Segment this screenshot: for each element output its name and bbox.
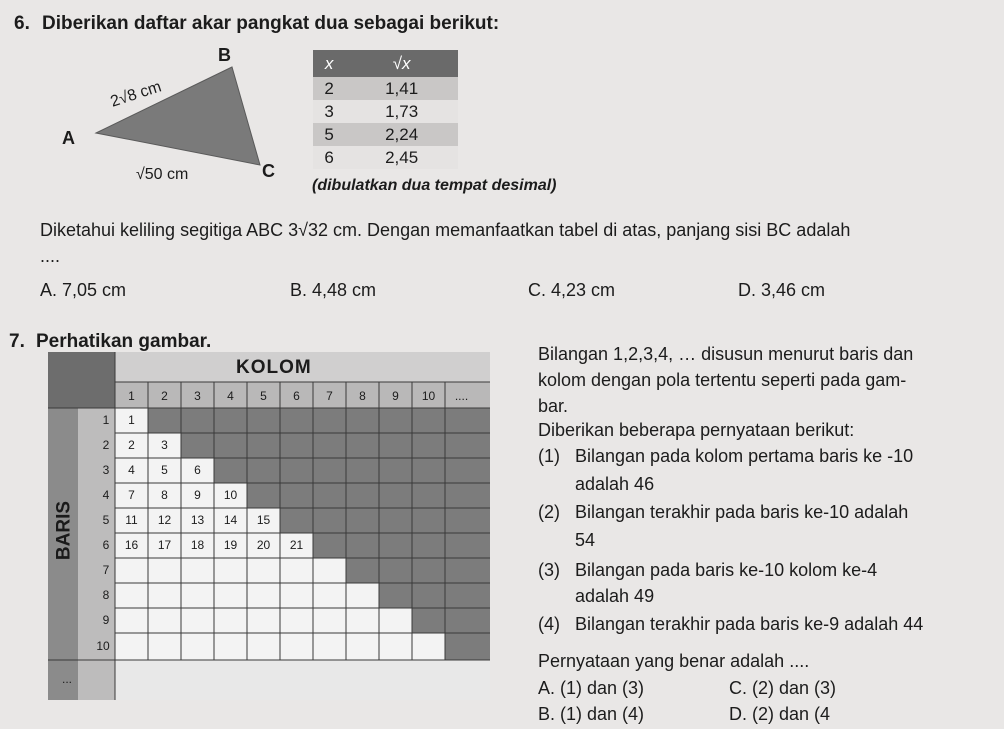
statement-2-line-2: 54 xyxy=(575,530,596,550)
grid-number: 15 xyxy=(256,513,271,527)
q7-desc-line-3: bar. xyxy=(538,396,569,416)
q7-option-d[interactable]: D. (2) dan (4 xyxy=(729,704,831,724)
row-header: 8 xyxy=(102,588,110,602)
vertex-a-label: A xyxy=(62,128,75,148)
table-note: (dibulatkan dua tempat desimal) xyxy=(312,177,557,194)
row-header: 6 xyxy=(102,538,110,552)
number-grid-figure xyxy=(48,352,490,700)
q7-conclusion: Pernyataan yang benar adalah .... xyxy=(538,651,810,671)
sqrt-table-header-sqrt: √x xyxy=(345,50,458,77)
col-header: 7 xyxy=(326,389,333,403)
statement-1-line-1: Bilangan pada kolom pertama baris ke -10 xyxy=(575,446,914,466)
table-cell-sqrt: 2,45 xyxy=(345,146,458,169)
q7-desc-line-1: Bilangan 1,2,3,4, … disusun menurut baris dan xyxy=(538,344,914,364)
table-cell-x: 5 xyxy=(313,123,345,146)
grid-number: 17 xyxy=(157,538,172,552)
statement-3-line-2: adalah 49 xyxy=(575,586,655,606)
statement-1-line-2: adalah 46 xyxy=(575,474,655,494)
col-header: 2 xyxy=(161,389,168,403)
col-header: 6 xyxy=(293,389,300,403)
vertex-c-label: C xyxy=(262,161,275,181)
row-header: 3 xyxy=(102,463,110,477)
row-header: 9 xyxy=(102,613,110,627)
q6-option-b[interactable]: B. 4,48 cm xyxy=(290,280,377,300)
col-header: 1 xyxy=(128,389,135,403)
statement-2-no: (2) xyxy=(538,502,560,522)
grid-number: 11 xyxy=(125,513,138,527)
statement-4-no: (4) xyxy=(538,614,560,634)
table-row xyxy=(313,77,458,100)
grid-number: 2 xyxy=(128,438,135,452)
row-header: 1 xyxy=(102,413,110,427)
q7-option-b[interactable]: B. (1) dan (4) xyxy=(538,704,645,724)
grid-number: 19 xyxy=(223,538,238,552)
table-row xyxy=(313,100,458,123)
q7-prompt: Perhatikan gambar. xyxy=(36,331,212,352)
statement-1-no: (1) xyxy=(538,446,560,466)
table-cell-sqrt: 1,73 xyxy=(345,100,458,123)
vertex-b-label: B xyxy=(218,45,231,65)
q6-question xyxy=(40,220,850,241)
table-cell-x: 2 xyxy=(313,77,345,100)
col-header: 3 xyxy=(194,389,201,403)
q7-number: 7. xyxy=(9,331,25,352)
table-cell-x: 6 xyxy=(313,146,345,169)
statements-intro: Diberikan beberapa pernyataan berikut: xyxy=(538,420,855,440)
grid-number: 3 xyxy=(161,438,168,452)
grid-number: 10 xyxy=(223,488,238,502)
row-header: 5 xyxy=(102,513,110,527)
q6-ellipsis: .... xyxy=(40,246,61,266)
q7-option-c[interactable]: C. (2) dan (3) xyxy=(729,678,837,698)
grid-number: 4 xyxy=(128,463,135,477)
perimeter-value: 3√32 cm xyxy=(288,220,358,240)
statement-2-line-1: Bilangan terakhir pada baris ke-10 adalah xyxy=(575,502,909,522)
table-row xyxy=(313,146,458,169)
q6-question-part1: Diketahui keliling segitiga ABC xyxy=(40,220,289,240)
sqrt-table xyxy=(313,50,458,169)
grid-number: 20 xyxy=(256,538,271,552)
col-header: 4 xyxy=(227,389,234,403)
q6-option-d[interactable]: D. 3,46 cm xyxy=(738,280,826,300)
kolom-title: KOLOM xyxy=(236,357,312,378)
q6-number: 6. xyxy=(14,13,30,34)
statement-3-line-1: Bilangan pada baris ke-10 kolom ke-4 xyxy=(575,560,878,580)
grid-number: 18 xyxy=(190,538,205,552)
grid-number: 9 xyxy=(194,488,201,502)
grid-number: 21 xyxy=(289,538,304,552)
grid-number: 7 xyxy=(128,488,135,502)
statement-3-no: (3) xyxy=(538,560,560,580)
table-cell-sqrt: 1,41 xyxy=(345,77,458,100)
row-header: 10 xyxy=(96,639,110,653)
grid-number: 5 xyxy=(161,463,168,477)
baris-title-text: BARIS xyxy=(53,500,75,561)
col-header: 10 xyxy=(421,389,436,403)
grid-number: 6 xyxy=(194,463,201,477)
table-cell-x: 3 xyxy=(313,100,345,123)
triangle-shape xyxy=(96,67,260,165)
q6-option-c[interactable]: C. 4,23 cm xyxy=(528,280,616,300)
q7-desc-line-2: kolom dengan pola tertentu seperti pada gam- xyxy=(538,370,907,390)
col-header: 8 xyxy=(359,389,366,403)
side-ac-label: √50 cm xyxy=(136,166,189,183)
grid-number: 8 xyxy=(161,488,168,502)
table-row xyxy=(313,123,458,146)
grid-number: 13 xyxy=(190,513,205,527)
grid-number: 14 xyxy=(223,513,238,527)
q7-option-a[interactable]: A. (1) dan (3) xyxy=(538,678,645,698)
grid-number: 12 xyxy=(157,513,172,527)
col-header: 9 xyxy=(392,389,399,403)
q6-prompt: Diberikan daftar akar pangkat dua sebagai berikut: xyxy=(42,13,500,34)
table-cell-sqrt: 2,24 xyxy=(345,123,458,146)
q6-question-part2: . Dengan memanfaatkan tabel di atas, panjang sisi BC adalah xyxy=(357,220,851,240)
statement-4-line-1: Bilangan terakhir pada baris ke-9 adalah 44 xyxy=(575,614,924,634)
row-header: 2 xyxy=(102,438,110,452)
q6-option-a[interactable]: A. 7,05 cm xyxy=(40,280,127,300)
grid-number: 16 xyxy=(124,538,139,552)
grid-number: 1 xyxy=(128,413,135,427)
col-header: 5 xyxy=(260,389,267,403)
row-header: ... xyxy=(61,672,72,686)
sqrt-table-header-x: x xyxy=(313,50,345,77)
side-ab-label: 2√8 cm xyxy=(108,78,164,111)
sqrt-table-header xyxy=(313,50,458,77)
col-header: .... xyxy=(454,389,469,403)
row-header: 4 xyxy=(102,488,110,502)
row-header: 7 xyxy=(102,563,110,577)
